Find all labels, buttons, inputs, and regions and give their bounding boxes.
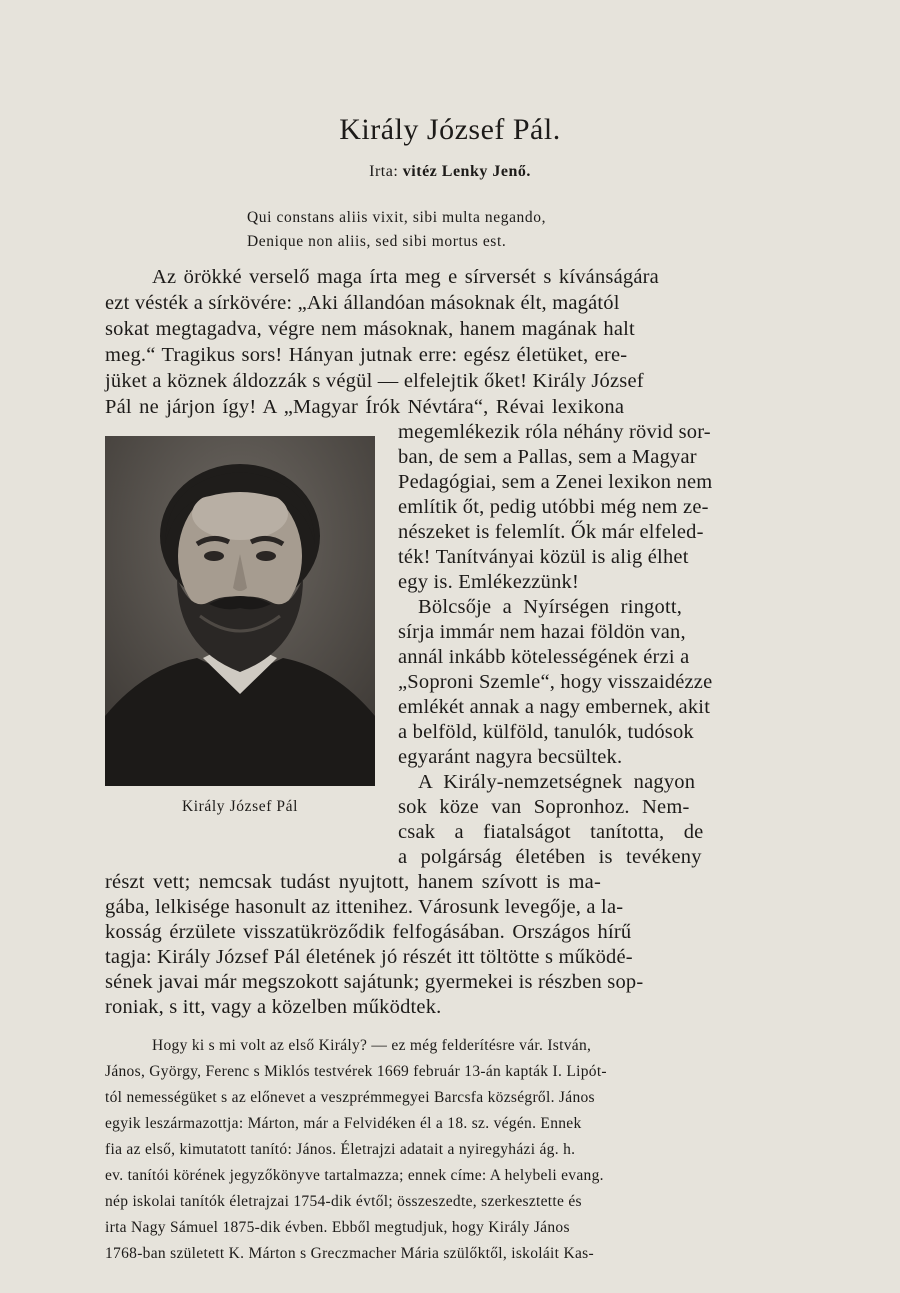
- body-line: sok köze van Sopronhoz. Nem-: [398, 796, 690, 818]
- byline-prefix: Irta:: [369, 163, 399, 180]
- body-line: a polgárság életében is tevékeny: [398, 846, 702, 868]
- body-line: sokat megtagadva, végre nem másoknak, hanem magának halt: [105, 318, 635, 340]
- body-line: „Soproni Szemle“, hogy visszaidézze: [398, 671, 713, 693]
- body-line: a belföld, külföld, tanulók, tudósok: [398, 721, 694, 743]
- body-line: meg.“ Tragikus sors! Hányan jutnak erre: egész életüket, ere-: [105, 344, 628, 366]
- article-title: Király József Pál.: [339, 113, 561, 146]
- portrait-photo: [105, 436, 375, 786]
- body-line: gába, lelkisége hasonult az ittenihez. Városunk levegője, a la-: [105, 896, 624, 918]
- body-line: Az örökké verselő maga írta meg e sírversét s kívánságára: [152, 266, 659, 288]
- body-line: tagja: Király József Pál életének jó részét itt töltötte s működé-: [105, 946, 633, 968]
- body-line: ezt vésték a sírkövére: „Aki állandóan másoknak élt, magától: [105, 292, 620, 314]
- byline: [0, 163, 900, 181]
- footnote-line: irta Nagy Sámuel 1875-dik évben. Ebből megtudjuk, hogy Király János: [105, 1219, 570, 1236]
- body-line: megemlékezik róla néhány rövid sor-: [398, 421, 711, 443]
- footnote-line: ev. tanítói körének jegyzőkönyve tartalmazza; ennek címe: A helybeli evang.: [105, 1167, 604, 1184]
- body-line: csak a fiatalságot tanította, de: [398, 821, 704, 843]
- latin-motto: [247, 206, 546, 254]
- body-line: ban, de sem a Pallas, sem a Magyar: [398, 446, 697, 468]
- body-line: A Király-nemzetségnek nagyon: [418, 771, 696, 793]
- body-line: Pedagógiai, sem a Zenei lexikon nem: [398, 471, 713, 493]
- body-line: emlékét annak a nagy embernek, akit: [398, 696, 711, 718]
- footnote-line: János, György, Ferenc s Miklós testvérek 1669 február 13-án kapták I. Lipót-: [105, 1063, 607, 1080]
- footnote-line: tól nemességüket s az előnevet a veszprémmegyei Barcsfa községről. János: [105, 1089, 595, 1106]
- body-line: kosság érzülete visszatükröződik felfogásában. Országos hírű: [105, 921, 632, 943]
- body-line: egyaránt nagyra becsültek.: [398, 746, 623, 768]
- body-line: annál inkább kötelességének érzi a: [398, 646, 690, 668]
- footnote-line: Hogy ki s mi volt az első Király? — ez még felderítésre vár. István,: [152, 1037, 592, 1054]
- body-line: sének javai már megszokott sajátunk; gyermekei is részben sop-: [105, 971, 644, 993]
- footnote-line: nép iskolai tanítók életrajzai 1754-dik évtől; összeszedte, szerkesztette és: [105, 1193, 582, 1210]
- footnote-line: fia az első, kimutatott tanító: János. Életrajzi adatait a nyiregyházi ág. h.: [105, 1141, 576, 1158]
- body-line: Pál ne járjon így! A „Magyar Írók Névtára“, Révai lexikona: [105, 396, 625, 418]
- footnote-line: egyik leszármazottja: Márton, már a Felvidéken él a 18. sz. végén. Ennek: [105, 1115, 582, 1132]
- body-line: sírja immár nem hazai földön van,: [398, 621, 686, 643]
- photo-caption: Király József Pál: [181, 798, 299, 815]
- motto-line: Denique non aliis, sed sibi mortus est.: [247, 233, 507, 250]
- footnote-line: 1768-ban született K. Márton s Greczmacher Mária szülőktől, iskoláit Kas-: [105, 1245, 594, 1262]
- body-line: egy is. Emlékezzünk!: [398, 571, 580, 593]
- body-line: roniak, s itt, vagy a közelben működtek.: [105, 996, 442, 1018]
- body-line: részt vett; nemcsak tudást nyujtott, hanem szívott is ma-: [105, 871, 601, 893]
- body-line: Bölcsője a Nyírségen ringott,: [418, 596, 683, 618]
- motto-line: Qui constans aliis vixit, sibi multa negando,: [247, 209, 547, 226]
- body-line: nészeket is felemlít. Ők már elfeled-: [398, 521, 704, 543]
- byline-author: vitéz Lenky Jenő.: [402, 163, 531, 180]
- body-line: említik őt, pedig utóbbi még nem ze-: [398, 496, 709, 518]
- body-line: jüket a köznek áldozzák s végül — elfelejtik őket! Király József: [105, 370, 644, 392]
- body-line: ték! Tanítványai közül is alig élhet: [398, 546, 689, 568]
